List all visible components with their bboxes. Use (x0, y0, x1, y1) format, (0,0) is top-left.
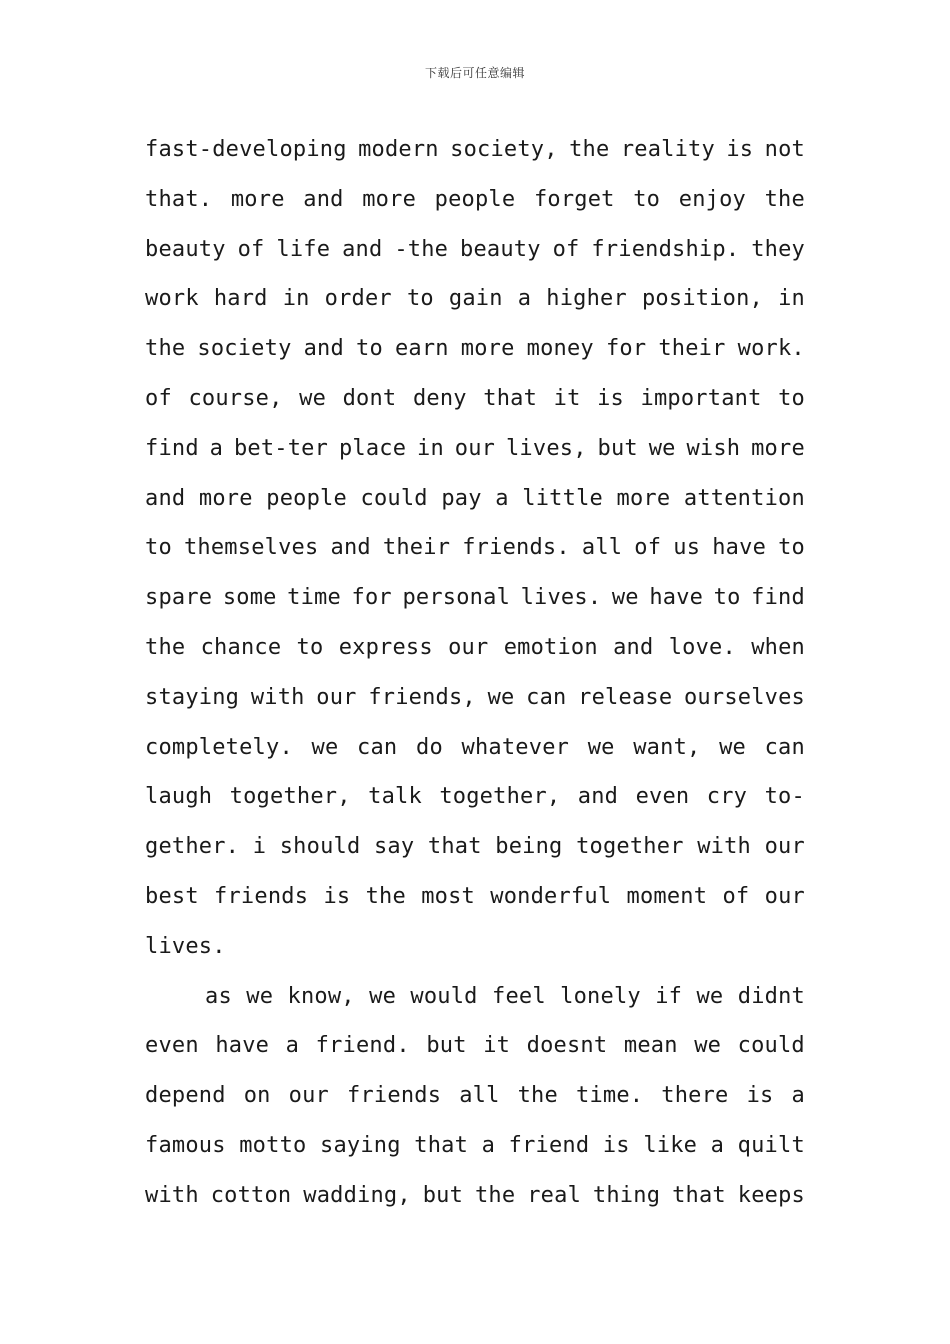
word: and (613, 634, 654, 660)
word: didnt (737, 983, 805, 1009)
word: and (342, 236, 383, 262)
text-line (145, 279, 805, 329)
word: friends, (368, 684, 476, 710)
word: to (633, 186, 661, 212)
word: time. (576, 1083, 644, 1109)
word: a (495, 485, 509, 511)
word: place (338, 435, 407, 461)
word: life (276, 236, 331, 262)
word: of (552, 236, 580, 262)
text-line (145, 329, 805, 379)
word: more (460, 336, 515, 362)
word: of (145, 385, 172, 411)
page-header: 下载后可任意编辑 (424, 66, 525, 80)
word: of (722, 883, 750, 909)
word: know, (287, 983, 355, 1009)
word: not (764, 137, 805, 162)
word: talk (368, 784, 422, 810)
word: but (597, 435, 638, 461)
word: to (778, 385, 805, 411)
word: important (640, 385, 762, 411)
word: enjoy (678, 186, 746, 212)
word: cotton (210, 1182, 292, 1208)
word: that (427, 834, 482, 860)
word: mean (623, 1033, 678, 1059)
word: our (288, 1083, 329, 1109)
word: friends. (462, 535, 570, 561)
word: we (696, 983, 724, 1009)
word: personal (402, 585, 511, 611)
word: more (751, 435, 805, 461)
word: to (356, 336, 383, 362)
word: hard (213, 286, 268, 312)
word: themselves (183, 535, 319, 561)
text-line (145, 528, 805, 578)
word: us (673, 535, 701, 561)
text-line (145, 1176, 805, 1226)
word: in (417, 435, 444, 461)
word: is (597, 385, 624, 411)
word: and (145, 485, 186, 511)
word: most (421, 883, 475, 909)
word: more (230, 186, 285, 212)
word: have (649, 585, 704, 611)
word: and (577, 784, 619, 810)
word: of (634, 535, 662, 561)
word: beauty (145, 236, 226, 262)
word: real (527, 1182, 582, 1208)
word: beauty (460, 236, 541, 262)
word: as (205, 983, 232, 1009)
text-line (145, 180, 805, 230)
word: more (616, 485, 671, 511)
word: for (351, 585, 392, 611)
word: love. (668, 634, 736, 660)
word: people (434, 186, 516, 212)
text-line (145, 230, 805, 280)
word: lonely (560, 983, 641, 1009)
word: keeps (737, 1182, 805, 1208)
word: like (643, 1132, 698, 1158)
word: want, (633, 734, 701, 760)
word: saying (320, 1132, 401, 1158)
word: wish (686, 435, 741, 461)
word: to- (764, 784, 805, 810)
word: and (303, 336, 344, 362)
word: course, (188, 385, 283, 411)
text-line (145, 130, 805, 180)
word: a (517, 286, 532, 312)
word: money (526, 336, 594, 362)
word: together, (229, 784, 351, 810)
text-line (145, 379, 805, 429)
word: for (605, 336, 647, 362)
word: a (481, 1132, 496, 1158)
text-line (145, 479, 805, 529)
word: the (517, 1083, 558, 1109)
word: work (145, 286, 199, 312)
word: all (581, 535, 623, 561)
word: best (145, 883, 199, 909)
word: that (414, 1132, 469, 1158)
word: lives. (520, 585, 602, 611)
word: reality (620, 137, 715, 162)
word: ourselves (683, 684, 805, 710)
text-line (145, 1076, 805, 1126)
word: can (764, 734, 805, 760)
word: dont (342, 385, 397, 411)
word: a (791, 1083, 805, 1109)
word: we (369, 983, 397, 1009)
word: gain (448, 286, 503, 312)
word: feel (492, 983, 546, 1009)
word: we (648, 435, 676, 461)
text-line (145, 1026, 805, 1076)
word: wadding, (303, 1182, 411, 1208)
word: forget (533, 186, 615, 212)
word: find (145, 435, 199, 461)
word: we (246, 983, 274, 1009)
text-line (145, 628, 805, 678)
word: more (198, 485, 253, 511)
word: on (243, 1083, 271, 1109)
word: gether. (145, 834, 240, 860)
word: is (323, 883, 351, 909)
word: should (279, 834, 361, 860)
word: emotion (503, 634, 598, 660)
word: they (751, 236, 805, 262)
word: our (454, 435, 496, 461)
word: depend (145, 1083, 226, 1109)
word: can (357, 734, 398, 760)
text-line (145, 728, 805, 778)
word: there (661, 1083, 729, 1109)
word: modern (358, 137, 439, 162)
word: find (751, 585, 805, 611)
word: their (658, 336, 726, 362)
word: of (237, 236, 265, 262)
word: our (764, 883, 805, 909)
text-line (145, 678, 805, 728)
word: famous (145, 1132, 226, 1158)
word: pay (441, 485, 482, 511)
word: lives, (505, 435, 587, 461)
word: a (710, 1132, 725, 1158)
word: deny (412, 385, 467, 411)
text-line (145, 578, 805, 628)
word: that (483, 385, 538, 411)
word: it (483, 1033, 511, 1059)
word: could (360, 485, 428, 511)
word: when (751, 634, 805, 660)
word: to (713, 585, 741, 611)
word: is (602, 1132, 630, 1158)
word: bet-ter (233, 435, 329, 461)
text-line (145, 1126, 805, 1176)
word: have (712, 535, 767, 561)
word: friends (214, 883, 309, 909)
word: say (373, 834, 415, 860)
word: we (611, 585, 639, 611)
word: moment (626, 883, 708, 909)
word: even (635, 784, 690, 810)
word: motto (239, 1132, 307, 1158)
word: little (522, 485, 603, 511)
document-body (145, 130, 805, 1226)
word: wonderful (490, 883, 612, 909)
word: the (145, 336, 186, 362)
word: if (655, 983, 683, 1009)
word: with (250, 684, 305, 710)
word: the (145, 634, 186, 660)
word: with (697, 834, 751, 860)
word: the (365, 883, 406, 909)
word: in (282, 286, 310, 312)
word: doesnt (526, 1033, 608, 1059)
word: earn (394, 336, 449, 362)
word: a (285, 1033, 300, 1059)
word: attention (683, 485, 805, 511)
word: completely. (145, 734, 293, 760)
word: their (382, 535, 451, 561)
word: society (197, 336, 292, 362)
text-line (145, 777, 805, 827)
word: express (338, 634, 433, 660)
word: release (578, 684, 673, 710)
word: to (296, 634, 324, 660)
word: our (448, 634, 489, 660)
word: we (694, 1033, 722, 1059)
word: friend. (315, 1033, 410, 1059)
word: and (303, 186, 344, 212)
word: time (287, 585, 341, 611)
word: do (416, 734, 443, 760)
word: quilt (737, 1132, 805, 1158)
word: work. (737, 336, 805, 362)
word: would (410, 983, 478, 1009)
word: we (587, 734, 615, 760)
word: staying (145, 684, 240, 710)
word: to (778, 535, 805, 561)
word: together (576, 834, 684, 860)
word: position, (641, 286, 763, 312)
text-line: lives. (145, 933, 226, 959)
word: all (459, 1083, 500, 1109)
word: we (299, 385, 327, 411)
word: i (252, 834, 267, 860)
word: could (737, 1033, 805, 1059)
word: the (569, 137, 610, 162)
word: to (406, 286, 434, 312)
word: it (553, 385, 581, 411)
word: higher (546, 286, 627, 312)
word: we (487, 684, 515, 710)
word: thing (592, 1182, 661, 1208)
word: we (719, 734, 746, 760)
word: friend (508, 1132, 590, 1158)
word: our (764, 834, 805, 860)
word: cry (706, 784, 748, 810)
word: being (495, 834, 563, 860)
word: can (526, 684, 567, 710)
word: friendship. (591, 236, 740, 262)
word: people (266, 485, 347, 511)
word: but (426, 1033, 467, 1059)
word: whatever (461, 734, 570, 760)
word: even (145, 1033, 199, 1059)
word: together, (439, 784, 561, 810)
word: with (145, 1182, 199, 1208)
word: to (145, 535, 172, 561)
word: the (474, 1182, 516, 1208)
word: is (746, 1083, 774, 1109)
word: some (222, 585, 277, 611)
text-line (145, 827, 805, 877)
word: we (311, 734, 339, 760)
word: our (316, 684, 357, 710)
text-line (145, 429, 805, 479)
word: have (215, 1033, 270, 1059)
word: laugh (145, 784, 213, 810)
word: fast-developing (145, 137, 347, 162)
word: -the (394, 236, 449, 262)
word: and (330, 535, 371, 561)
word: in (778, 286, 805, 312)
word: chance (200, 634, 282, 660)
word: friends (347, 1083, 442, 1109)
word: but (422, 1182, 464, 1208)
word: society, (450, 137, 558, 162)
text-line (145, 977, 805, 1027)
word: a (209, 435, 224, 461)
word: order (324, 286, 392, 312)
text-line (145, 877, 805, 927)
word: the (764, 186, 805, 212)
word: that. (145, 186, 213, 212)
word: is (726, 137, 754, 162)
word: spare (145, 585, 213, 611)
word: that (672, 1182, 726, 1208)
word: more (362, 186, 417, 212)
